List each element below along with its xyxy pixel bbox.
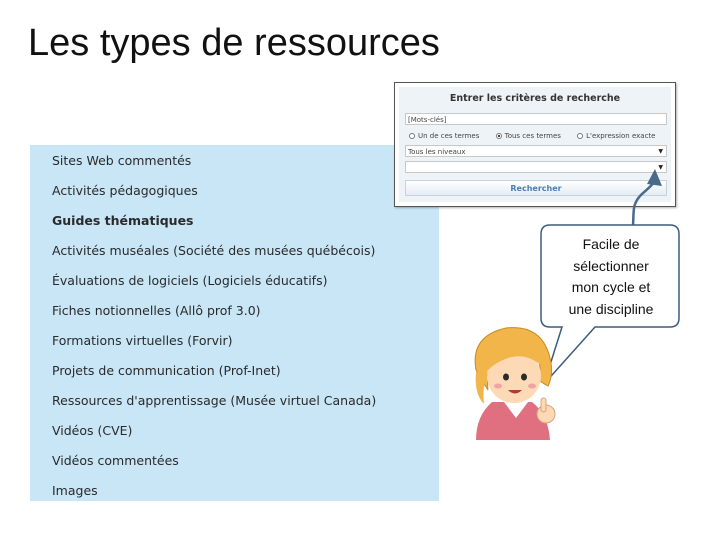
chevron-down-icon: ▼ [658,148,663,155]
callout-line: Facile de [582,236,640,252]
resource-item-sites-web[interactable]: Sites Web commentés [52,153,192,168]
resource-item-videos-cve[interactable]: Vidéos (CVE) [52,423,133,438]
resource-item-images[interactable]: Images [52,483,98,498]
callout-line: une discipline [568,300,654,317]
keyword-input[interactable]: [Mots-clés] [405,113,667,125]
resource-item-activites-pedagogiques[interactable]: Activités pédagogiques [52,183,198,198]
callout-text [544,234,678,320]
resource-item-ressources-apprentissage[interactable]: Ressources d'apprentissage (Musée virtuel Canada) [52,393,377,408]
radio-label: Un de ces termes [418,132,480,140]
callout-line: sélectionner [573,257,649,274]
resource-item-fiches-notionnelles[interactable]: Fiches notionnelles (Allô prof 3.0) [52,303,261,318]
radio-label: L'expression exacte [586,132,656,140]
callout-line: mon cycle et [571,279,651,295]
resource-item-formations-virtuelles[interactable]: Formations virtuelles (Forvir) [52,333,233,348]
radio-label: Tous ces termes [504,132,561,140]
search-button[interactable]: Rechercher [405,180,667,196]
search-form-header: Entrer les critères de recherche [449,93,621,104]
resource-item-videos-commentees[interactable]: Vidéos commentées [52,453,179,468]
page-title: Les types de ressources [28,22,440,64]
chevron-down-icon: ▼ [658,164,663,171]
connector-arrow-line [633,178,655,225]
arrow-up-icon [647,169,662,186]
girl-avatar-icon [468,322,564,440]
level-select-value: Tous les niveaux [408,148,466,156]
resource-item-projets-communication[interactable]: Projets de communication (Prof-Inet) [52,363,281,378]
resource-item-activites-museales[interactable]: Activités muséales (Société des musées québécois) [52,243,376,258]
resource-item-guides-thematiques[interactable]: Guides thématiques [52,213,194,228]
resource-item-evaluations-logiciels[interactable]: Évaluations de logiciels (Logiciels éducatifs) [52,273,328,288]
